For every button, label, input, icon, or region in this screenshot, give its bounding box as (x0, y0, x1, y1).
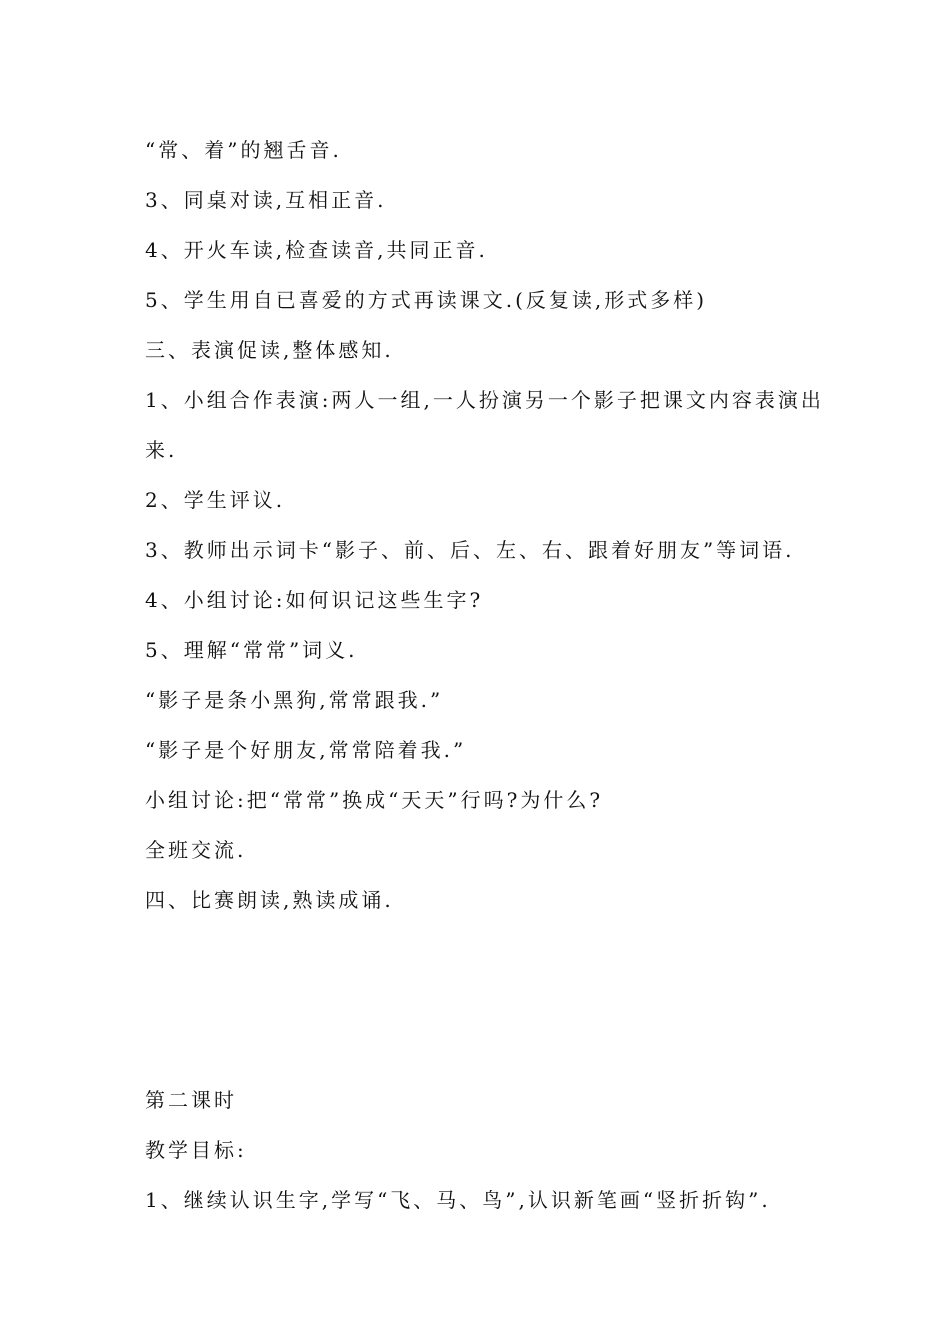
text-line: 3、教师出示词卡“影子、前、后、左、右、跟着好朋友”等词语. (145, 538, 795, 562)
text-line: “常、着”的翘舌音. (145, 138, 342, 162)
text-line: 1、小组合作表演:两人一组,一人扮演另一个影子把课文内容表演出 (145, 388, 824, 412)
text-line: 3、同桌对读,互相正音. (145, 188, 387, 212)
text-line: 4、开火车读,检查读音,共同正音. (145, 238, 488, 262)
text-line: 1、继续认识生字,学写“飞、马、鸟”,认识新笔画“竖折折钩”. (145, 1188, 771, 1212)
text-line: 全班交流. (145, 838, 247, 862)
text-line: 来. (145, 438, 178, 462)
section-heading: 四、比赛朗读,熟读成诵. (145, 888, 394, 912)
quote-line: “影子是条小黑狗,常常跟我.” (145, 688, 444, 712)
text-line: 5、理解“常常”词义. (145, 638, 358, 662)
text-line: 5、学生用自已喜爱的方式再读课文.(反复读,形式多样) (145, 288, 708, 312)
section-heading: 三、表演促读,整体感知. (145, 338, 394, 362)
quote-line: “影子是个好朋友,常常陪着我.” (145, 738, 467, 762)
text-line: 2、学生评议. (145, 488, 286, 512)
text-line: 小组讨论:把“常常”换成“天天”行吗?为什么? (145, 788, 604, 812)
objectives-heading: 教学目标: (145, 1138, 247, 1162)
lesson-heading: 第二课时 (145, 1088, 237, 1112)
text-line: 4、小组讨论:如何识记这些生字? (145, 588, 484, 612)
